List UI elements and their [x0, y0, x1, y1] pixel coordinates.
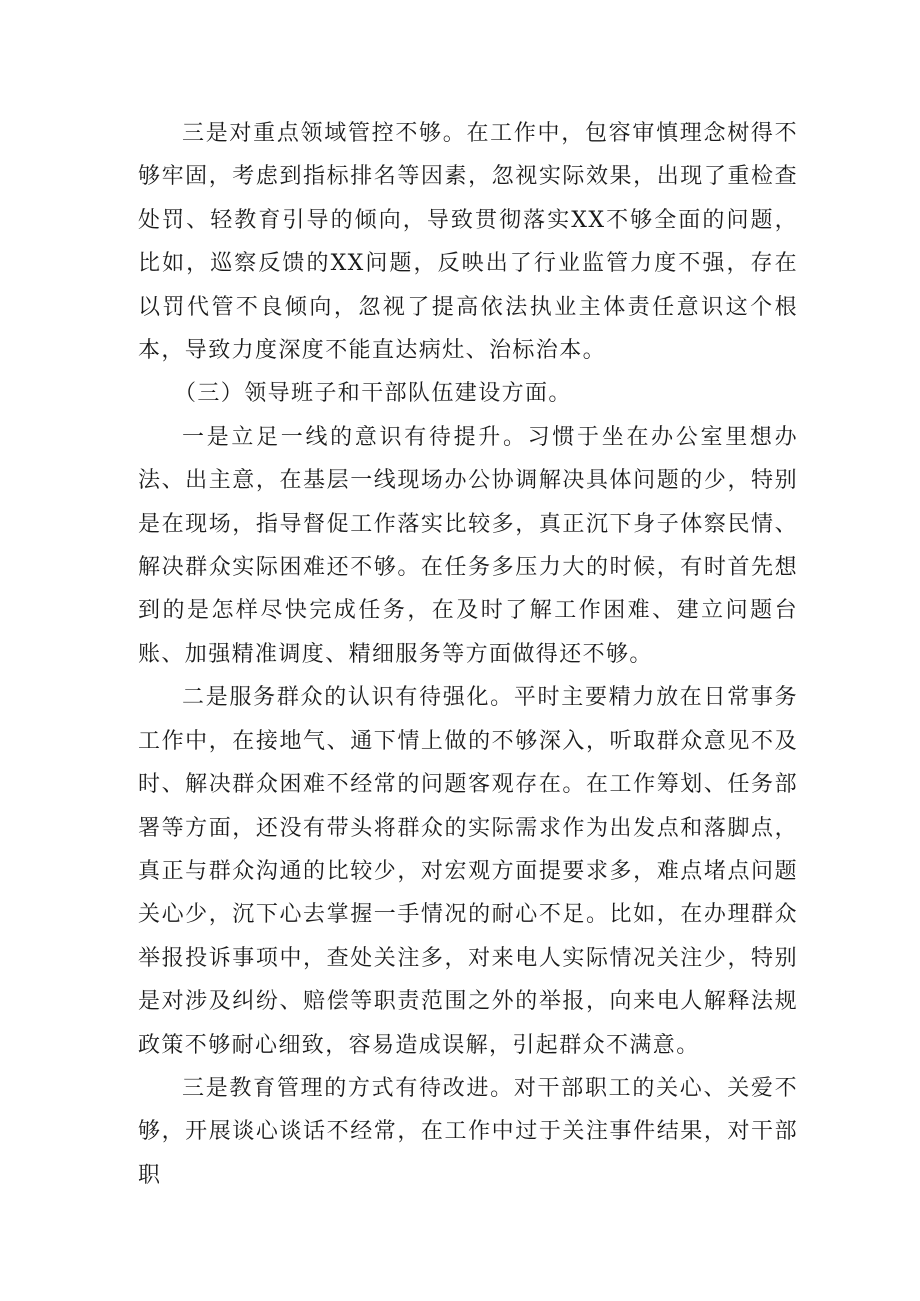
paragraph-frontline-awareness: 一是立足一线的意识有待提升。习惯于坐在办公室里想办法、出主意，在基层一线现场办公协调解决具体问题的少，特别是在现场，指导督促工作落实比较多，真正沉下身子体察民情、解决群众实际困难还不够。在任务多压力大的时候，有时首先想到的是怎样尽快完成任务，在及时了解工作困难、建立问题台账、加强精准调度、精细服务等方面做得还不够。: [138, 424, 798, 667]
paragraph-regulation-control: 三是对重点领域管控不够。在工作中，包容审慎理念树得不够牢固，考虑到指标排名等因素，忽视实际效果，出现了重检查处罚、轻教育引导的倾向，导致贯彻落实XX不够全面的问题，比如，巡察反馈的XX问题，反映出了行业监管力度不强，存在以罚代管不良倾向，忽视了提高依法执业主体责任意识这个根本，导致力度深度不能直达病灶、治标治本。: [138, 121, 798, 364]
section-heading-leadership: （三）领导班子和干部队伍建设方面。: [174, 381, 572, 407]
paragraph-serving-masses: 二是服务群众的认识有待强化。平时主要精力放在日常事务工作中，在接地气、通下情上做的不够深入，听取群众意见不及时、解决群众困难不经常的问题客观存在。在工作筹划、任务部署等方面，还没有带头将群众的实际需求作为出发点和落脚点，真正与群众沟通的比较少，对宏观方面提要求多，难点堵点问题关心少，沉下心去掌握一手情况的耐心不足。比如，在办理群众举报投诉事项中，查处关注多，对来电人实际情况关注少，特别是对涉及纠纷、赔偿等职责范围之外的举报，向来电人解释法规政策不够耐心细致，容易造成误解，引起群众不满意。: [138, 685, 798, 1058]
paragraph-education-management: 三是教育管理的方式有待改进。对干部职工的关心、关爱不够，开展谈心谈话不经常，在工作中过于关注事件结果，对干部职: [138, 1075, 798, 1188]
document-body: [138, 110, 798, 1197]
